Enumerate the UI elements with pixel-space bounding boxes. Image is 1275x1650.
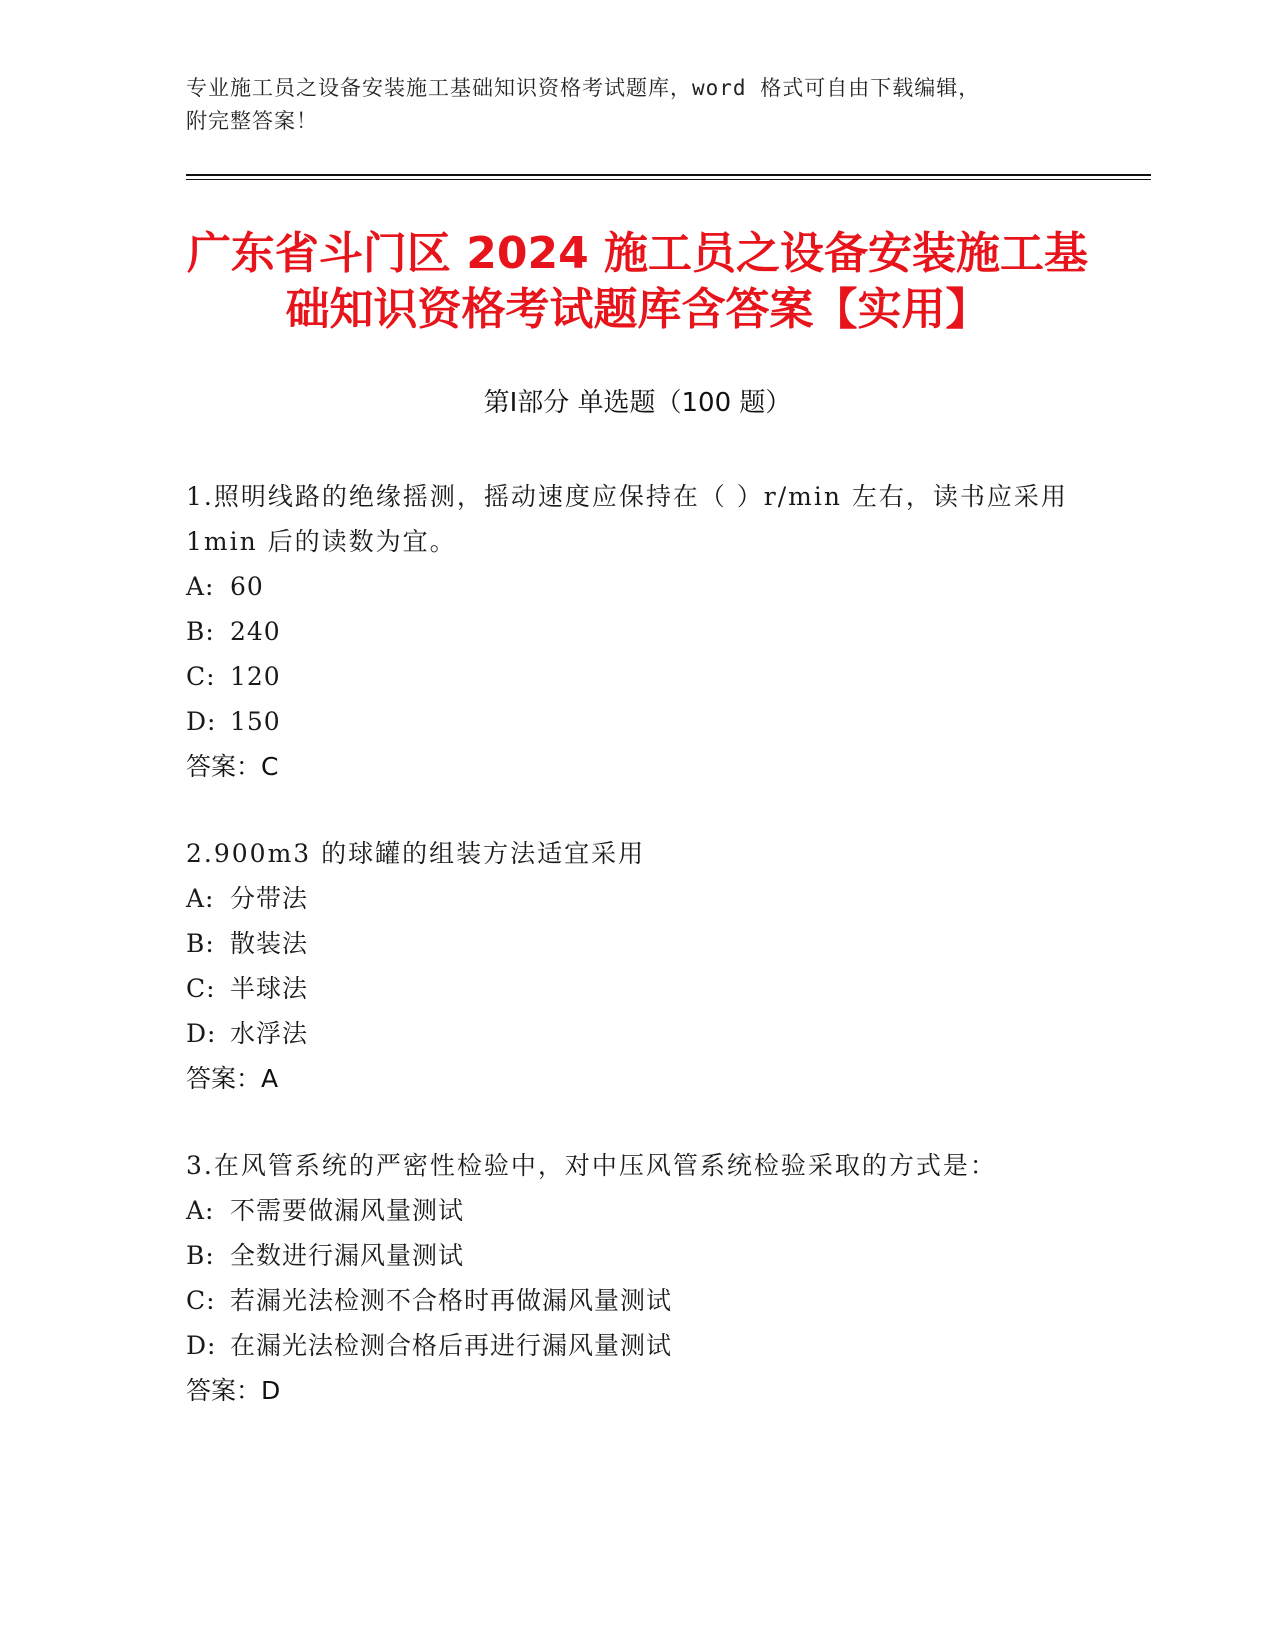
header-divider-thick (186, 174, 1151, 176)
option-d (186, 699, 1076, 744)
option-a (186, 876, 1076, 921)
question-text: 2.900m3 的球罐的组装方法适宜采用 (186, 839, 646, 868)
option-c (186, 654, 1076, 699)
header-note-line-1: 专业施工员之设备安装施工基础知识资格考试题库，word 格式可自由下载编辑， (186, 76, 981, 100)
option-value: 半球法 (230, 974, 309, 1003)
answer-line: 答案：C (186, 752, 279, 781)
option-d (186, 1011, 1076, 1056)
option-key: B: (186, 1241, 215, 1270)
option-value: 240 (230, 617, 281, 646)
header-note-line-2: 附完整答案！ (186, 109, 318, 133)
document-title-line-2: 础知识资格考试题库含答案【实用】 (285, 284, 990, 335)
option-key: C: (186, 662, 216, 691)
option-key: C: (186, 974, 216, 1003)
option-value: 在漏光法检测合格后再进行漏风量测试 (230, 1331, 673, 1360)
question-3 (186, 1143, 1076, 1413)
question-2 (186, 831, 1076, 1101)
document-title-line-1: 广东省斗门区 2024 施工员之设备安装施工基 (186, 228, 1089, 279)
option-value: 全数进行漏风量测试 (230, 1241, 465, 1270)
option-a (186, 1188, 1076, 1233)
option-value: 不需要做漏风量测试 (230, 1196, 465, 1225)
option-value: 150 (230, 707, 281, 736)
option-b (186, 609, 1076, 654)
header-divider-thin (186, 179, 1151, 180)
option-value: 散装法 (230, 929, 309, 958)
option-key: A: (186, 884, 215, 913)
section-heading: 第Ⅰ部分 单选题（100 题） (483, 388, 792, 418)
option-b (186, 1233, 1076, 1278)
option-key: D: (186, 707, 217, 736)
answer-line: 答案：D (186, 1376, 281, 1405)
option-key: A: (186, 572, 215, 601)
option-value: 分带法 (230, 884, 309, 913)
option-key: B: (186, 617, 215, 646)
option-key: A: (186, 1196, 215, 1225)
option-d (186, 1323, 1076, 1368)
answer-line: 答案：A (186, 1064, 279, 1093)
option-b (186, 921, 1076, 966)
option-key: D: (186, 1019, 217, 1048)
option-key: C: (186, 1286, 216, 1315)
question-list (186, 474, 1076, 1455)
question-text: 1.照明线路的绝缘摇测，摇动速度应保持在（ ）r/min 左右，读书应采用 1min 后的读数为宜。 (186, 482, 1068, 556)
option-a (186, 564, 1076, 609)
document-title (150, 226, 1125, 338)
option-value: 水浮法 (230, 1019, 309, 1048)
option-key: B: (186, 929, 215, 958)
option-value: 60 (230, 572, 264, 601)
question-1 (186, 474, 1076, 789)
option-value: 若漏光法检测不合格时再做漏风量测试 (230, 1286, 673, 1315)
question-text: 3.在风管系统的严密性检验中，对中压风管系统检验采取的方式是： (186, 1151, 997, 1180)
header-note (186, 72, 1086, 138)
option-c (186, 966, 1076, 1011)
option-value: 120 (230, 662, 281, 691)
option-key: D: (186, 1331, 217, 1360)
option-c (186, 1278, 1076, 1323)
